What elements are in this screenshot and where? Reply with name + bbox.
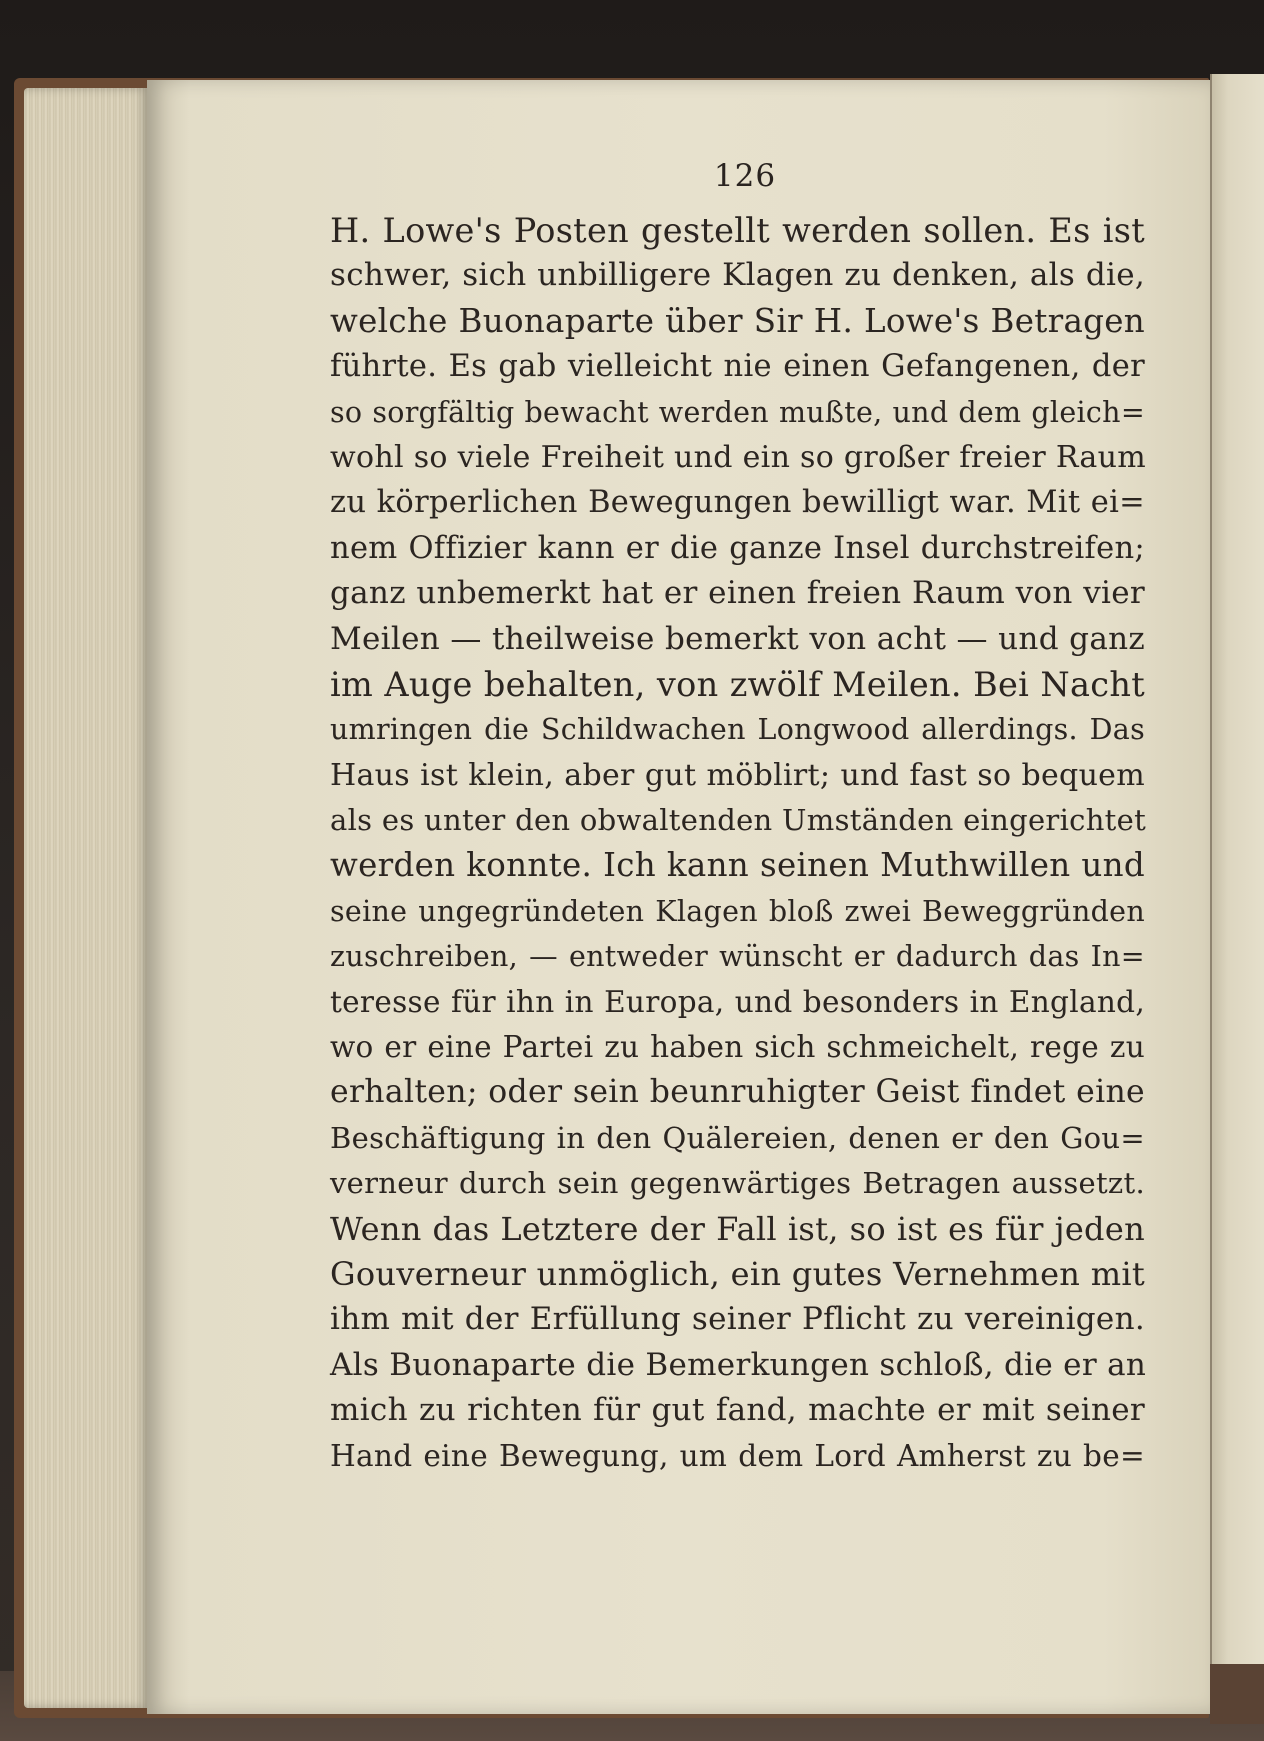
text-line: mich zu richten für gut fand, machte er mit seiner bbox=[330, 1392, 1145, 1429]
page-text-block bbox=[330, 208, 1145, 1479]
text-line: seine ungegründeten Klagen bloß zwei Beweggründen bbox=[330, 894, 1145, 928]
facing-cover-corner bbox=[1210, 1664, 1264, 1724]
text-line: wohl so viele Freiheit und ein so großer freier Raum bbox=[330, 439, 1146, 475]
text-line: zu körperlichen Bewegungen bewilligt war. Mit ei= bbox=[330, 485, 1145, 521]
text-line: umringen die Schildwachen Longwood allerdings. Das bbox=[330, 713, 1145, 747]
text-line: welche Buonaparte über Sir H. Lowe's Betragen bbox=[330, 301, 1145, 340]
text-line: führte. Es gab vielleicht nie einen Gefangenen, der bbox=[330, 349, 1145, 385]
text-line: schwer, sich unbilligere Klagen zu denken, als die, bbox=[330, 257, 1145, 294]
text-line: ihm mit der Erfüllung seiner Pflicht zu vereinigen. bbox=[330, 1301, 1145, 1338]
text-line: zuschreiben, — entweder wünscht er dadurch das In= bbox=[330, 940, 1145, 974]
text-line: verneur durch sein gegenwärtiges Betragen aussetzt. bbox=[330, 1166, 1145, 1201]
text-line: als es unter den obwaltenden Umständen eingerichtet bbox=[330, 803, 1147, 838]
text-line: nem Offizier kann er die ganze Insel durchstreifen; bbox=[330, 530, 1145, 566]
text-line: Haus ist klein, aber gut möblirt; und fast so bequem bbox=[330, 757, 1145, 793]
text-line: erhalten; oder sein beunruhigter Geist findet eine bbox=[330, 1074, 1145, 1111]
text-line: wo er eine Partei zu haben sich schmeichelt, rege zu bbox=[330, 1030, 1145, 1065]
text-line: so sorgfältig bewacht werden mußte, und dem gleich= bbox=[330, 395, 1145, 429]
text-line: Beschäftigung in den Quälereien, denen er den Gou= bbox=[330, 1120, 1145, 1155]
text-line: im Auge behalten, von zwölf Meilen. Bei Nacht bbox=[330, 664, 1145, 704]
text-line: Hand eine Bewegung, um dem Lord Amherst zu be= bbox=[330, 1438, 1145, 1473]
text-line: Wenn das Letztere der Fall ist, so ist es für jeden bbox=[330, 1209, 1145, 1248]
text-line: Als Buonaparte die Bemerkungen schloß, die er an bbox=[330, 1346, 1147, 1383]
facing-page-edge bbox=[1210, 74, 1264, 1664]
stacked-page-edges bbox=[24, 88, 149, 1708]
text-line: werden konnte. Ich kann seinen Muthwillen und bbox=[330, 846, 1145, 885]
text-line: ganz unbemerkt hat er einen freien Raum von vier bbox=[330, 575, 1145, 612]
text-line: H. Lowe's Posten gestellt werden sollen. Es ist bbox=[330, 211, 1145, 250]
text-line: teresse für ihn in Europa, und besonders in England, bbox=[330, 984, 1145, 1019]
text-line: Meilen — theilweise bemerkt von acht — und ganz bbox=[330, 620, 1145, 657]
page-number: 126 bbox=[713, 158, 777, 194]
text-line: Gouverneur unmöglich, ein gutes Vernehmen mit bbox=[330, 1254, 1146, 1293]
